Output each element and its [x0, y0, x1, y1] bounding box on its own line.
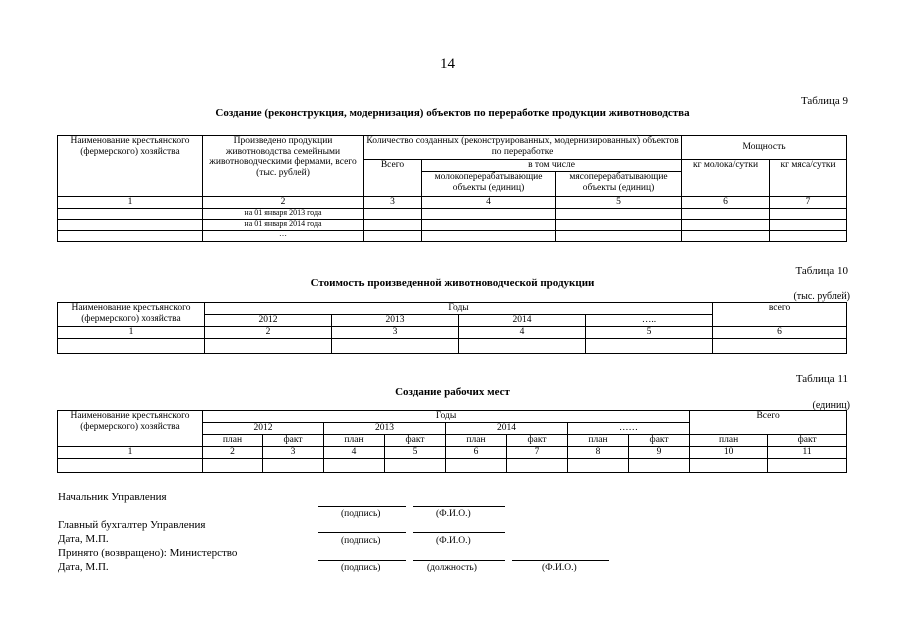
t11-year: …… [568, 423, 690, 435]
t10-cell [459, 339, 586, 354]
sig-caption-signature: (подпись) [341, 509, 381, 519]
t11-year: 2014 [446, 423, 568, 435]
t10-num: 4 [459, 327, 586, 339]
table10-unit: (тыс. рублей) [793, 291, 850, 302]
t11-cell [324, 458, 385, 472]
sig-line [413, 506, 505, 507]
t11-head-years: Годы [203, 411, 690, 423]
sig-caption-fio: (Ф.И.О.) [436, 536, 471, 546]
sig-caption-fio: (Ф.И.О.) [436, 509, 471, 519]
t11-plan: план [690, 435, 768, 447]
t10-year: 2013 [332, 315, 459, 327]
t11-year: 2013 [324, 423, 446, 435]
table11 [57, 410, 847, 473]
t11-num: 2 [203, 446, 263, 458]
t11-year: 2012 [203, 423, 324, 435]
t10-year: 2012 [205, 315, 332, 327]
t11-cell [263, 458, 324, 472]
t11-num: 6 [446, 446, 507, 458]
table9-title: Создание (реконструкция, модернизация) объектов по переработке продукции животноводства [215, 107, 690, 119]
t9-head-count: Количество созданных (реконструированных, модернизированных) объектов по переработке [364, 136, 682, 160]
t9-cell [770, 230, 847, 241]
t10-num: 3 [332, 327, 459, 339]
t10-cell [332, 339, 459, 354]
t9-cell [556, 219, 682, 230]
t11-plan: план [324, 435, 385, 447]
t10-cell [205, 339, 332, 354]
t10-cell [586, 339, 713, 354]
t9-cell [682, 219, 770, 230]
sig-line [318, 560, 406, 561]
sig-line [318, 532, 406, 533]
t9-cell [58, 230, 203, 241]
t9-head-milk-objects: молокоперерабатывающие объекты (единиц) [422, 172, 556, 197]
t9-head-capacity: Мощность [682, 136, 847, 160]
t9-cell [770, 208, 847, 219]
t9-num: 5 [556, 197, 682, 209]
table11-label: Таблица 11 [795, 373, 848, 385]
t9-head-including: в том числе [422, 160, 682, 172]
t9-head-total: Всего [364, 160, 422, 197]
table11-unit: (единиц) [812, 400, 850, 411]
t9-cell [682, 230, 770, 241]
t11-num: 1 [58, 446, 203, 458]
t10-num: 1 [58, 327, 205, 339]
table11-title: Создание рабочих мест [395, 386, 510, 398]
t11-num: 8 [568, 446, 629, 458]
t11-head-name: Наименование крестьянского (фермерского) хозяйства [58, 411, 203, 447]
t9-cell [364, 230, 422, 241]
t11-cell [507, 458, 568, 472]
t9-cell [556, 208, 682, 219]
t11-cell [690, 458, 768, 472]
table9 [57, 135, 847, 242]
t9-cell [58, 208, 203, 219]
t9-cell [58, 219, 203, 230]
sig-line [413, 560, 505, 561]
t10-head-name: Наименование крестьянского (фермерского) хозяйства [58, 303, 205, 327]
t11-cell [385, 458, 446, 472]
t9-head-milk-capacity: кг молока/сутки [682, 160, 770, 197]
t11-num: 11 [768, 446, 847, 458]
t9-row-more: … [203, 230, 364, 241]
t11-head-total: Всего [690, 411, 847, 435]
sig-caption-fio: (Ф.И.О.) [542, 563, 577, 573]
t10-head-years: Годы [205, 303, 713, 315]
t11-fact: факт [385, 435, 446, 447]
t9-num: 3 [364, 197, 422, 209]
t9-cell [422, 208, 556, 219]
t9-num: 6 [682, 197, 770, 209]
sig-line [413, 532, 505, 533]
t9-cell [770, 219, 847, 230]
sig-head-label: Начальник Управления [58, 491, 167, 503]
t11-num: 10 [690, 446, 768, 458]
t9-row-2013: на 01 января 2013 года [203, 208, 364, 219]
t11-cell [446, 458, 507, 472]
t11-num: 5 [385, 446, 446, 458]
t9-head-name: Наименование крестьянского (фермерского) хозяйства [58, 136, 203, 197]
table10 [57, 302, 847, 354]
t11-num: 3 [263, 446, 324, 458]
t11-fact: факт [768, 435, 847, 447]
table10-title: Стоимость произведенной животноводческой продукции [310, 277, 595, 289]
t11-cell [203, 458, 263, 472]
sig-caption-signature: (подпись) [341, 536, 381, 546]
t9-cell [364, 208, 422, 219]
t9-cell [556, 230, 682, 241]
t11-plan: план [446, 435, 507, 447]
t9-cell [422, 219, 556, 230]
t10-head-total: всего [713, 303, 847, 327]
t11-fact: факт [629, 435, 690, 447]
t9-num: 7 [770, 197, 847, 209]
sig-caption-signature: (подпись) [341, 563, 381, 573]
t9-cell [364, 219, 422, 230]
page-number: 14 [440, 56, 455, 72]
t10-num: 2 [205, 327, 332, 339]
t11-plan: план [568, 435, 629, 447]
t9-num: 2 [203, 197, 364, 209]
t9-head-meat-capacity: кг мяса/сутки [770, 160, 847, 197]
t11-num: 4 [324, 446, 385, 458]
table9-label: Таблица 9 [800, 95, 848, 107]
t10-cell [713, 339, 847, 354]
t9-num: 1 [58, 197, 203, 209]
t11-fact: факт [507, 435, 568, 447]
t9-cell [422, 230, 556, 241]
t10-num: 6 [713, 327, 847, 339]
t9-row-2014: на 01 января 2014 года [203, 219, 364, 230]
t11-fact: факт [263, 435, 324, 447]
t9-head-meat-objects: мясоперерабатывающие объекты (единиц) [556, 172, 682, 197]
t9-head-produced: Произведено продукции животноводства семейными животноводческими фермами, всего (тыс. рублей) [203, 136, 364, 197]
sig-caption-position: (должность) [427, 563, 477, 573]
t11-cell [629, 458, 690, 472]
t11-plan: план [203, 435, 263, 447]
sig-date2-label: Дата, М.П. [58, 561, 109, 573]
t10-year: 2014 [459, 315, 586, 327]
table10-label: Таблица 10 [795, 265, 848, 277]
t11-num: 9 [629, 446, 690, 458]
t11-cell [568, 458, 629, 472]
sig-line [512, 560, 609, 561]
t10-num: 5 [586, 327, 713, 339]
sig-accepted-label: Принято (возвращено): Министерство [58, 547, 238, 559]
t11-cell [768, 458, 847, 472]
t9-num: 4 [422, 197, 556, 209]
t9-cell [682, 208, 770, 219]
t11-cell [58, 458, 203, 472]
t10-year: ….. [586, 315, 713, 327]
t11-num: 7 [507, 446, 568, 458]
sig-line [318, 506, 406, 507]
sig-accountant-label: Главный бухгалтер Управления [58, 519, 206, 531]
t10-cell [58, 339, 205, 354]
sig-date1-label: Дата, М.П. [58, 533, 109, 545]
